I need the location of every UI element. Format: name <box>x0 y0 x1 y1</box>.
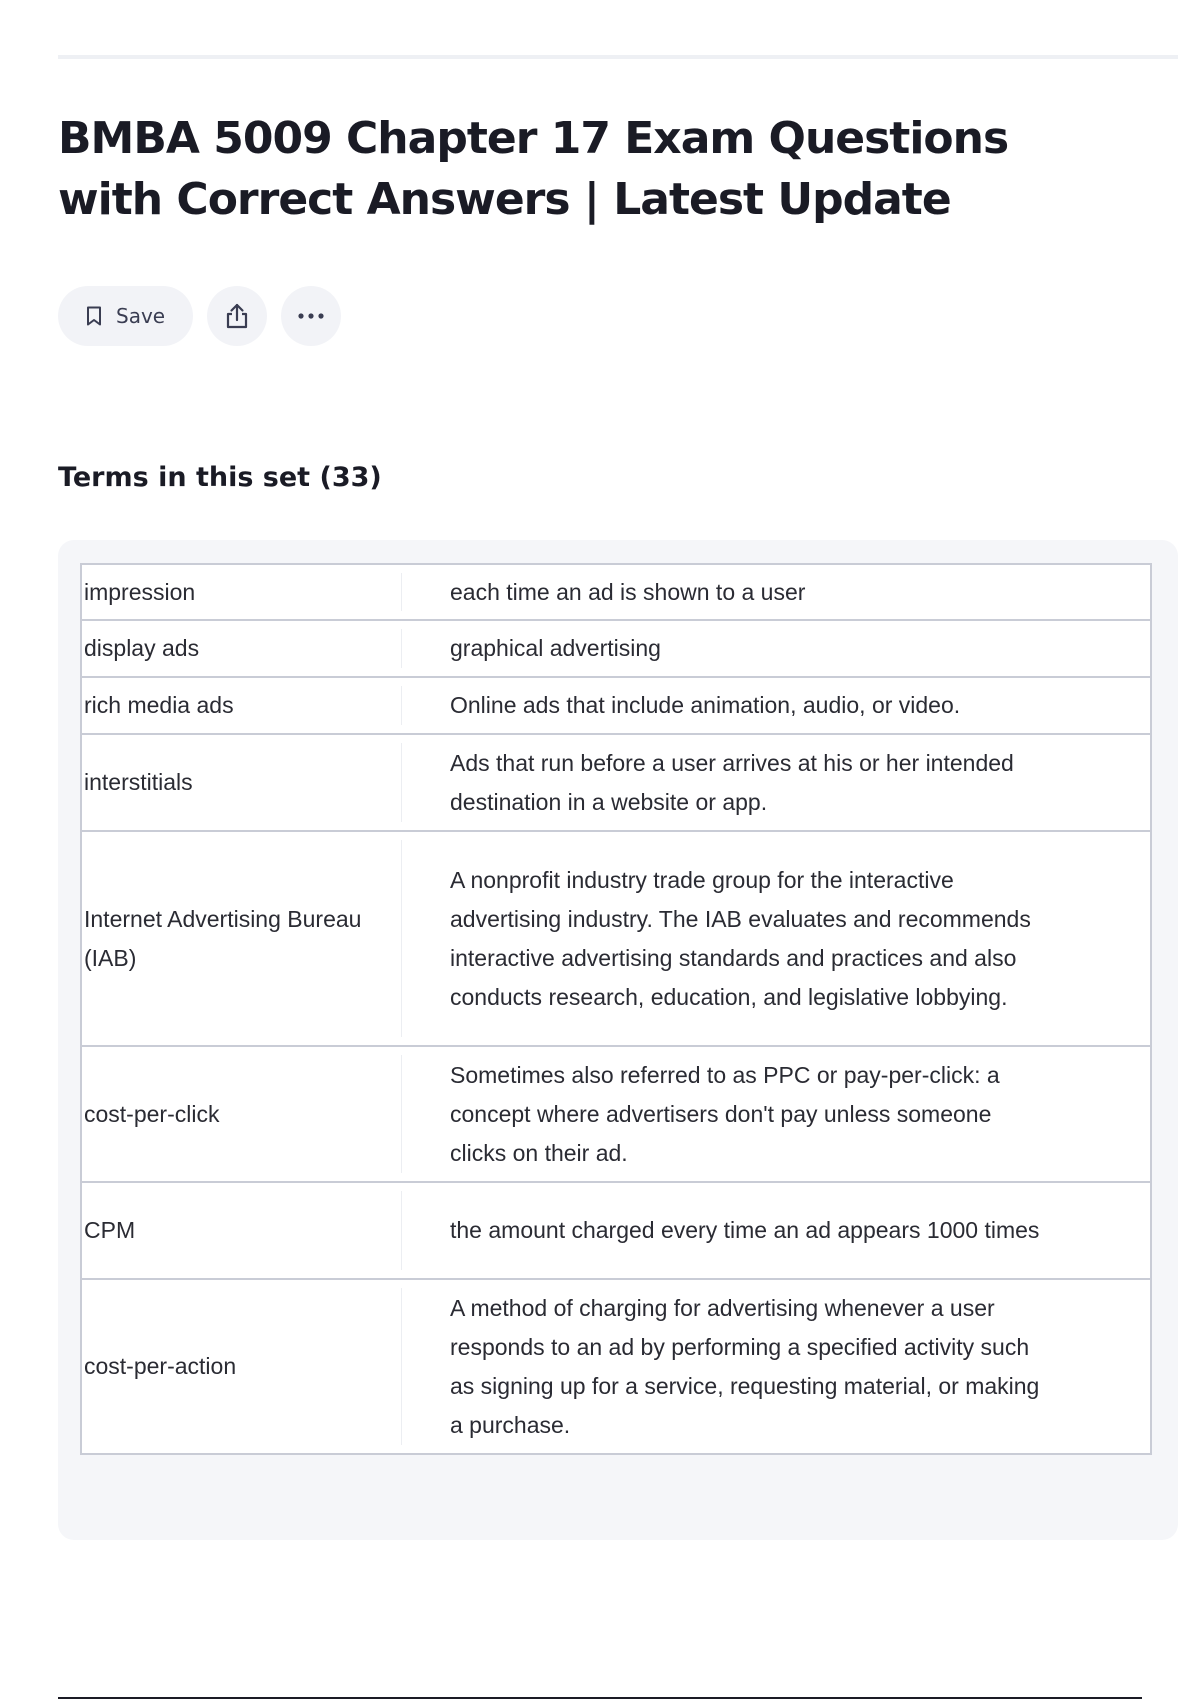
terms-panel <box>58 540 1178 1540</box>
bookmark-icon <box>86 306 102 326</box>
definition-cell: the amount charged every time an ad appears 1000 times <box>402 1182 1151 1279</box>
definition-cell: Ads that run before a user arrives at his or her intended destination in a website or app. <box>402 734 1151 831</box>
term-cell: rich media ads <box>81 677 402 734</box>
term-cell: display ads <box>81 620 402 677</box>
definition-cell: graphical advertising <box>402 620 1151 677</box>
more-options-button[interactable] <box>281 286 341 346</box>
action-bar <box>58 286 341 346</box>
definition-cell: each time an ad is shown to a user <box>402 564 1151 620</box>
table-row <box>81 620 1151 677</box>
terms-heading: Terms in this set (33) <box>58 462 382 493</box>
page-title: BMBA 5009 Chapter 17 Exam Questions with Correct Answers | Latest Update <box>58 113 1009 225</box>
table-row <box>81 1046 1151 1182</box>
table-row <box>81 1279 1151 1454</box>
table-row <box>81 831 1151 1046</box>
table-row <box>81 677 1151 734</box>
share-button[interactable] <box>207 286 267 346</box>
table-row <box>81 734 1151 831</box>
term-cell: interstitials <box>81 734 402 831</box>
save-button-label: Save <box>116 304 166 328</box>
more-horizontal-icon <box>296 312 326 320</box>
term-cell: Internet Advertising Bureau (IAB) <box>81 831 402 1046</box>
share-icon <box>224 302 250 330</box>
bottom-rule <box>58 1697 1142 1699</box>
terms-table <box>80 563 1152 1455</box>
term-cell: cost-per-click <box>81 1046 402 1182</box>
term-cell: impression <box>81 564 402 620</box>
save-button[interactable] <box>58 286 193 346</box>
definition-cell: A nonprofit industry trade group for the interactive advertising industry. The IAB evaluates and recommends interactive advertising standards and practices and also conducts research, education, and legislative lobbying. <box>402 831 1151 1046</box>
term-cell: cost-per-action <box>81 1279 402 1454</box>
table-row <box>81 564 1151 620</box>
table-row <box>81 1182 1151 1279</box>
definition-cell: A method of charging for advertising whenever a user responds to an ad by performing a specified activity such as signing up for a service, requesting material, or making a purchase. <box>402 1279 1151 1454</box>
top-divider <box>58 55 1178 59</box>
term-cell: CPM <box>81 1182 402 1279</box>
definition-cell: Sometimes also referred to as PPC or pay-per-click: a concept where advertisers don't pay unless someone clicks on their ad. <box>402 1046 1151 1182</box>
definition-cell: Online ads that include animation, audio, or video. <box>402 677 1151 734</box>
